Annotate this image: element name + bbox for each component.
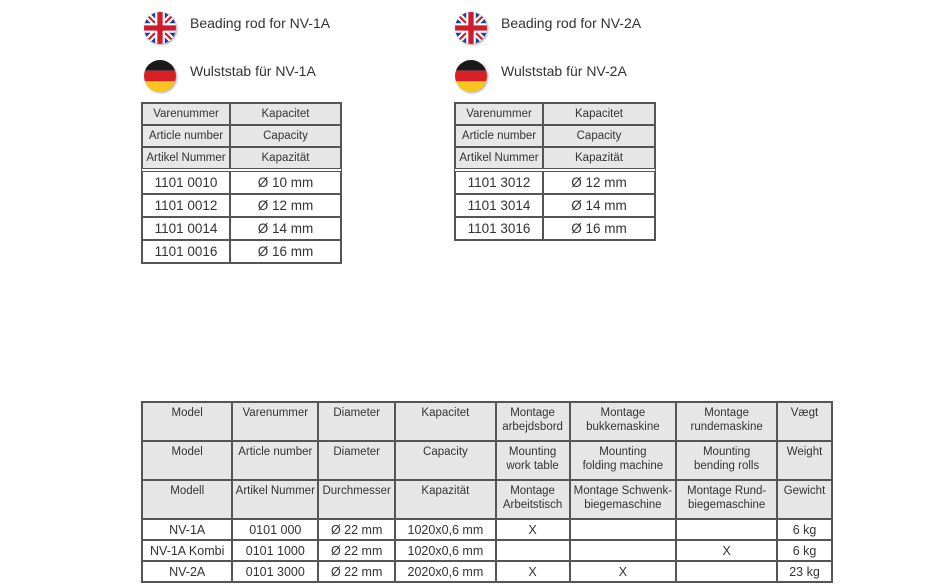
- mount-worktable-cell: X: [496, 519, 570, 540]
- capacity-cell: Ø 14 mm: [543, 194, 655, 217]
- weight-cell: 6 kg: [777, 540, 832, 561]
- table-row: [142, 561, 832, 582]
- article-number-cell: 1101 3016: [455, 217, 543, 240]
- table-header-row: [455, 125, 655, 147]
- germany-flag-icon: [455, 60, 487, 92]
- header-cell: Varenummer: [142, 103, 230, 125]
- model-cell: NV-2A: [142, 561, 232, 582]
- right-title-en: [455, 12, 641, 44]
- header-cell: Article number: [455, 125, 543, 147]
- header-cell: Capacity: [543, 125, 655, 147]
- right-product-table: [454, 102, 656, 241]
- header-cell: Durchmesser: [318, 480, 395, 519]
- header-cell: Varenummer: [232, 402, 318, 441]
- table-row: [455, 194, 655, 217]
- mount-bending-cell: [676, 561, 777, 582]
- diameter-cell: Ø 22 mm: [318, 519, 395, 540]
- header-cell: Kapazität: [395, 480, 495, 519]
- capacity-cell: Ø 10 mm: [230, 171, 341, 194]
- mount-folding-cell: [570, 540, 677, 561]
- header-cell: Kapazität: [543, 147, 655, 169]
- header-cell: Montage Arbeitstisch: [496, 480, 570, 519]
- header-cell: Capacity: [395, 441, 495, 480]
- header-cell: Diameter: [318, 441, 395, 480]
- left-title-de-text: Wulststab für NV-1A: [190, 63, 316, 79]
- table-row: [142, 171, 341, 194]
- weight-cell: 6 kg: [777, 519, 832, 540]
- header-cell: Montage arbejdsbord: [496, 402, 570, 441]
- capacity-cell: Ø 14 mm: [230, 217, 341, 240]
- left-title-en-text: Beading rod for NV-1A: [190, 15, 331, 31]
- left-title-de: [144, 60, 316, 92]
- table-row: [455, 217, 655, 240]
- diameter-cell: Ø 22 mm: [318, 540, 395, 561]
- article-number-cell: 1101 3014: [455, 194, 543, 217]
- article-number-cell: 1101 0014: [142, 217, 230, 240]
- capacity-cell: Ø 12 mm: [543, 171, 655, 194]
- header-cell: Montage Schwenk- biegemaschine: [570, 480, 677, 519]
- header-cell: Weight: [777, 441, 832, 480]
- right-title-en-text: Beading rod for NV-2A: [501, 15, 642, 31]
- germany-flag-icon: [144, 60, 176, 92]
- article-number-cell: 1101 3012: [455, 171, 543, 194]
- header-cell: Montage rundemaskine: [676, 402, 777, 441]
- table-header-row: [142, 103, 341, 125]
- header-cell: Mounting bending rolls: [676, 441, 777, 480]
- header-cell: Article number: [232, 441, 318, 480]
- table-header-row: [142, 480, 832, 519]
- mount-folding-cell: [570, 519, 677, 540]
- weight-cell: 23 kg: [777, 561, 832, 582]
- header-cell: Artikel Nummer: [455, 147, 543, 169]
- table-header-row: [455, 147, 655, 169]
- table-header-row: [142, 441, 832, 480]
- spec-table: [141, 401, 833, 583]
- table-row: [142, 217, 341, 240]
- header-cell: Kapacitet: [230, 103, 341, 125]
- capacity-cell: Ø 12 mm: [230, 194, 341, 217]
- header-cell: Mounting work table: [496, 441, 570, 480]
- header-cell: Kapacitet: [395, 402, 495, 441]
- table-header-row: [142, 147, 341, 169]
- header-cell: Kapacitet: [543, 103, 655, 125]
- article-number-cell: 0101 3000: [232, 561, 318, 582]
- header-cell: Varenummer: [455, 103, 543, 125]
- capacity-cell: 2020x0,6 mm: [395, 561, 495, 582]
- header-cell: Article number: [142, 125, 230, 147]
- mount-folding-cell: X: [570, 561, 677, 582]
- article-number-cell: 0101 1000: [232, 540, 318, 561]
- header-cell: Modell: [142, 480, 232, 519]
- model-cell: NV-1A: [142, 519, 232, 540]
- header-cell: Gewicht: [777, 480, 832, 519]
- article-number-cell: 1101 0010: [142, 171, 230, 194]
- capacity-cell: 1020x0,6 mm: [395, 540, 495, 561]
- header-cell: Vægt: [777, 402, 832, 441]
- diameter-cell: Ø 22 mm: [318, 561, 395, 582]
- table-row: [142, 519, 832, 540]
- right-title-de: [455, 60, 627, 92]
- header-cell: Montage bukkemaskine: [570, 402, 677, 441]
- table-row: [142, 194, 341, 217]
- table-row: [142, 240, 341, 263]
- header-cell: Kapazität: [230, 147, 341, 169]
- capacity-cell: 1020x0,6 mm: [395, 519, 495, 540]
- header-cell: Capacity: [230, 125, 341, 147]
- header-cell: Model: [142, 402, 232, 441]
- table-header-row: [142, 402, 832, 441]
- table-header-row: [142, 125, 341, 147]
- uk-flag-icon: [455, 12, 487, 44]
- capacity-cell: Ø 16 mm: [230, 240, 341, 263]
- header-cell: Mounting folding machine: [570, 441, 677, 480]
- article-number-cell: 0101 000: [232, 519, 318, 540]
- left-title-en: [144, 12, 330, 44]
- mount-bending-cell: [676, 519, 777, 540]
- article-number-cell: 1101 0016: [142, 240, 230, 263]
- left-product-table: [141, 102, 342, 264]
- header-cell: Model: [142, 441, 232, 480]
- mount-bending-cell: X: [676, 540, 777, 561]
- mount-worktable-cell: X: [496, 561, 570, 582]
- table-header-row: [455, 103, 655, 125]
- header-cell: Montage Rund- biegemaschine: [676, 480, 777, 519]
- header-cell: Artikel Nummer: [232, 480, 318, 519]
- table-row: [455, 171, 655, 194]
- article-number-cell: 1101 0012: [142, 194, 230, 217]
- table-row: [142, 540, 832, 561]
- uk-flag-icon: [144, 12, 176, 44]
- header-cell: Diameter: [318, 402, 395, 441]
- model-cell: NV-1A Kombi: [142, 540, 232, 561]
- right-title-de-text: Wulststab für NV-2A: [501, 63, 627, 79]
- capacity-cell: Ø 16 mm: [543, 217, 655, 240]
- mount-worktable-cell: [496, 540, 570, 561]
- header-cell: Artikel Nummer: [142, 147, 230, 169]
